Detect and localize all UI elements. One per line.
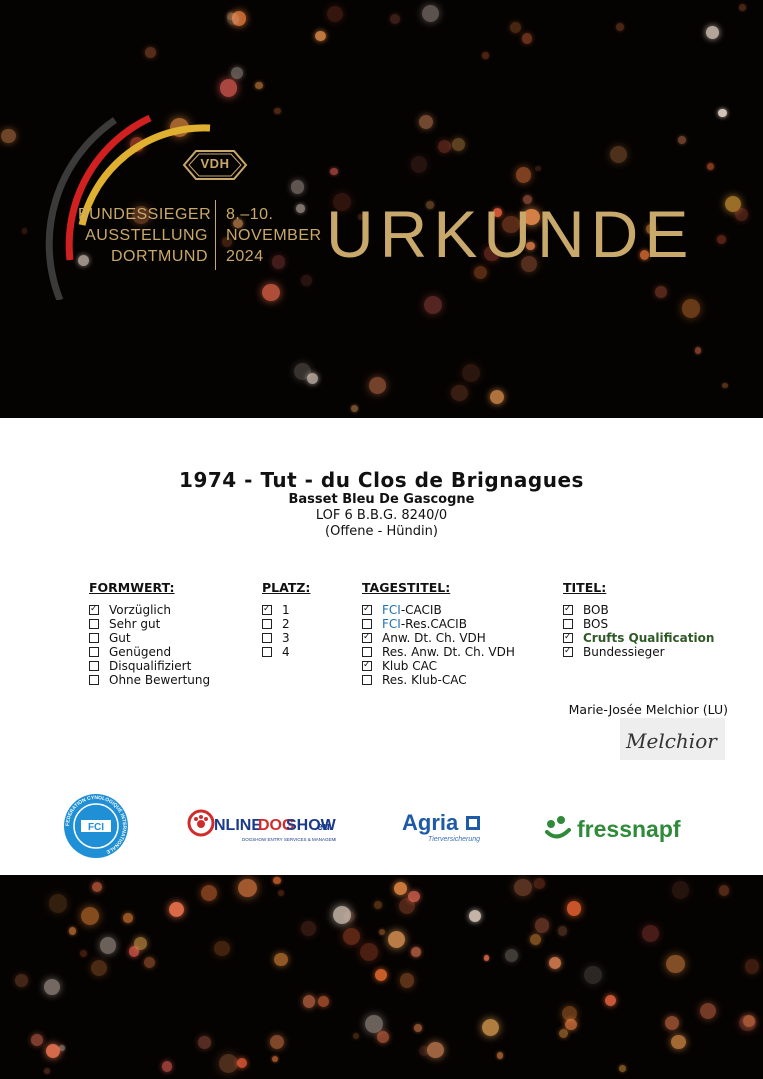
- bokeh-light: [706, 26, 719, 39]
- checked-checkbox: [563, 647, 573, 657]
- bokeh-light: [301, 921, 316, 936]
- class-label: (Offene - Hündin): [325, 524, 438, 539]
- fci-logo: [62, 792, 130, 864]
- bokeh-light: [408, 891, 419, 902]
- bokeh-light: [700, 1003, 716, 1019]
- bokeh-light: [707, 163, 714, 170]
- titel-section: [563, 580, 714, 659]
- bokeh-light: [490, 390, 504, 404]
- unchecked-checkbox: [89, 647, 99, 657]
- bokeh-light: [301, 275, 312, 286]
- bokeh-light: [719, 885, 729, 895]
- document-title: URKUNDE: [326, 197, 695, 271]
- item-label: Anw. Dt. Ch. VDH: [382, 631, 486, 645]
- checklist-item: [563, 645, 714, 659]
- checklist-item: [262, 617, 310, 631]
- item-label: Res. Klub-CAC: [382, 673, 467, 687]
- bokeh-light: [414, 1024, 422, 1032]
- bokeh-light: [144, 957, 155, 968]
- bokeh-light: [262, 284, 279, 301]
- platz-list: [262, 603, 310, 659]
- breed: Basset Bleu De Gascogne: [288, 492, 475, 507]
- item-label: Gut: [109, 631, 131, 645]
- bokeh-light: [469, 910, 481, 922]
- bokeh-light: [535, 918, 549, 932]
- bokeh-light: [274, 108, 280, 114]
- item-label: BOS: [583, 617, 609, 631]
- checklist-item: [89, 603, 210, 617]
- bokeh-light: [49, 894, 67, 912]
- checklist-item: [362, 603, 515, 617]
- header-divider: [215, 200, 216, 270]
- signature-text: Melchior: [626, 729, 717, 753]
- bokeh-light: [735, 208, 748, 221]
- fci-logo-text: FCI: [87, 822, 105, 833]
- item-label: Klub CAC: [382, 659, 437, 673]
- titel-list: [563, 603, 714, 659]
- bokeh-light: [238, 879, 257, 898]
- bokeh-light: [307, 373, 318, 384]
- checklist-item: [89, 673, 210, 687]
- bokeh-light: [678, 136, 686, 144]
- bokeh-light: [718, 109, 727, 118]
- bokeh-light: [422, 5, 439, 22]
- unchecked-checkbox: [362, 675, 372, 685]
- bokeh-light: [567, 901, 582, 916]
- logo-nline: NLINE: [214, 817, 262, 834]
- judge-name: Marie-Josée Melchior (LU): [568, 702, 728, 717]
- bokeh-light: [375, 969, 387, 981]
- bokeh-light: [562, 1006, 577, 1021]
- german-flag-arcs-logo: [40, 100, 240, 300]
- item-label: -CACIB: [400, 603, 442, 617]
- checklist-item: [563, 617, 714, 631]
- checklist-item: [362, 617, 515, 631]
- bokeh-light: [255, 82, 263, 90]
- bokeh-light: [365, 1015, 383, 1033]
- bokeh-light: [534, 878, 545, 889]
- bokeh-light: [237, 1058, 247, 1068]
- checked-checkbox: [362, 605, 372, 615]
- bokeh-light: [198, 1036, 211, 1049]
- bokeh-light: [671, 1035, 686, 1050]
- item-prefix: FCI: [382, 617, 401, 631]
- checklist-item: [563, 631, 714, 645]
- show-dates: [226, 204, 326, 267]
- item-label: Genügend: [109, 645, 172, 659]
- unchecked-checkbox: [89, 633, 99, 643]
- bokeh-light: [584, 966, 602, 984]
- bokeh-light: [522, 33, 532, 43]
- bokeh-light: [162, 1061, 172, 1071]
- bokeh-light: [745, 959, 760, 974]
- checklist-item: [362, 673, 515, 687]
- checklist-item: [89, 659, 210, 673]
- checklist-item: [362, 631, 515, 645]
- fressnapf-name: fressnapf: [577, 816, 681, 842]
- bokeh-light: [1, 129, 16, 144]
- bokeh-light: [353, 1033, 359, 1039]
- bokeh-light: [369, 377, 386, 394]
- bokeh-light: [743, 1015, 755, 1027]
- bokeh-light: [535, 166, 541, 172]
- checklist-item: [262, 603, 310, 617]
- bokeh-light: [682, 299, 701, 318]
- bokeh-light: [377, 1031, 389, 1043]
- checked-checkbox: [262, 605, 272, 615]
- bokeh-light: [739, 4, 746, 11]
- unchecked-checkbox: [89, 661, 99, 671]
- tagestitel-list: [362, 603, 515, 687]
- section-heading: TITEL:: [563, 580, 607, 595]
- logo-eu: .eu: [314, 821, 330, 833]
- bokeh-light: [655, 286, 667, 298]
- item-label: 3: [282, 631, 290, 645]
- vdh-badge-text: VDH: [200, 156, 230, 171]
- item-label: Sehr gut: [109, 617, 161, 631]
- item-label: 4: [282, 645, 290, 659]
- item-label: Ohne Bewertung: [109, 673, 211, 687]
- bokeh-light: [438, 140, 451, 153]
- checklist-item: [89, 645, 210, 659]
- bokeh-light: [81, 907, 100, 926]
- show-name: [78, 204, 212, 267]
- bokeh-light: [219, 1054, 238, 1073]
- date-line: 8.–10.: [226, 206, 274, 223]
- bokeh-light: [330, 168, 337, 175]
- bokeh-light: [123, 913, 132, 922]
- section-heading: PLATZ:: [262, 580, 311, 595]
- tagestitel-section: [362, 580, 515, 687]
- item-label: Crufts Qualification: [583, 631, 715, 645]
- bokeh-light: [145, 47, 156, 58]
- bokeh-light: [672, 881, 690, 899]
- bokeh-light: [91, 960, 107, 976]
- checklist-item: [563, 603, 714, 617]
- checked-checkbox: [362, 661, 372, 671]
- bokeh-light: [510, 22, 521, 33]
- show-name-line: BUNDESSIEGER: [78, 206, 212, 223]
- header-banner: [0, 0, 763, 418]
- checked-checkbox: [362, 633, 372, 643]
- item-label: BOB: [583, 603, 609, 617]
- bokeh-light: [642, 925, 659, 942]
- fci-ring-text: FEDERATION CYNOLOGIQUE INTERNATIONALE: [64, 794, 128, 855]
- bokeh-light: [374, 901, 382, 909]
- bokeh-light: [227, 13, 239, 25]
- logo-shows: SHOW: [286, 817, 336, 834]
- agria-name: Agria: [402, 810, 459, 835]
- logo-tagline: DOGSHOW ENTRY SERVICES & MANAGEMENT: [242, 837, 336, 842]
- item-label: Disqualifiziert: [109, 659, 192, 673]
- bokeh-light: [220, 79, 237, 96]
- bokeh-light: [22, 228, 27, 233]
- bokeh-light: [318, 996, 329, 1007]
- bokeh-light: [605, 995, 616, 1006]
- bokeh-light: [272, 1056, 278, 1062]
- bokeh-light: [530, 934, 541, 945]
- checklist-item: [362, 659, 515, 673]
- unchecked-checkbox: [89, 675, 99, 685]
- formwert-section: [89, 580, 210, 687]
- bokeh-light: [274, 953, 288, 967]
- checked-checkbox: [563, 605, 573, 615]
- bokeh-light: [610, 146, 627, 163]
- bokeh-light: [231, 67, 243, 79]
- bokeh-light: [80, 950, 87, 957]
- judge-signature: [620, 718, 725, 760]
- bokeh-light: [452, 138, 465, 151]
- bokeh-light: [722, 383, 728, 389]
- fressnapf-logo: [545, 812, 705, 850]
- bokeh-light: [400, 973, 415, 988]
- bokeh-light: [514, 879, 531, 896]
- item-label: Bundessieger: [583, 645, 665, 659]
- show-name-line: DORTMUND: [110, 248, 208, 265]
- bokeh-light: [482, 1019, 500, 1037]
- logo-dog: DOG: [258, 817, 295, 834]
- section-heading: TAGESTITEL:: [362, 580, 451, 595]
- footer-banner: [0, 875, 763, 1079]
- checklist-item: [89, 631, 210, 645]
- checked-checkbox: [89, 605, 99, 615]
- date-line: NOVEMBER: [226, 227, 322, 244]
- show-name-line: AUSSTELLUNG: [85, 227, 208, 244]
- bokeh-light: [559, 1029, 568, 1038]
- bokeh-light: [270, 1035, 284, 1049]
- dog-title: 1974 - Tut - du Clos de Brignagues: [179, 468, 584, 492]
- bokeh-light: [516, 167, 532, 183]
- agria-logo: [402, 808, 488, 852]
- bokeh-light: [411, 947, 421, 957]
- item-prefix: FCI: [382, 603, 401, 617]
- bokeh-light: [394, 882, 407, 895]
- bokeh-light: [360, 943, 378, 961]
- bokeh-light: [665, 1016, 679, 1030]
- checked-checkbox: [563, 633, 573, 643]
- bokeh-light: [214, 941, 229, 956]
- bokeh-light: [134, 937, 147, 950]
- bokeh-light: [497, 1052, 504, 1059]
- bokeh-light: [505, 949, 518, 962]
- bokeh-light: [201, 885, 217, 901]
- bokeh-light: [482, 52, 488, 58]
- item-label: Vorzüglich: [109, 603, 171, 617]
- bokeh-light: [291, 180, 304, 193]
- item-label: -Res.CACIB: [400, 617, 467, 631]
- bokeh-light: [169, 902, 184, 917]
- bokeh-light: [619, 1065, 626, 1072]
- bokeh-light: [666, 955, 685, 974]
- bokeh-light: [273, 877, 281, 885]
- section-heading: FORMWERT:: [89, 580, 175, 595]
- bokeh-light: [695, 347, 701, 353]
- bokeh-light: [100, 937, 116, 953]
- checklist-item: [362, 645, 515, 659]
- bokeh-light: [484, 955, 489, 960]
- bokeh-light: [278, 890, 284, 896]
- bokeh-light: [315, 31, 325, 41]
- unchecked-checkbox: [262, 619, 272, 629]
- bokeh-light: [31, 1034, 43, 1046]
- checklist-item: [262, 645, 310, 659]
- bokeh-light: [379, 929, 385, 935]
- unchecked-checkbox: [262, 647, 272, 657]
- bokeh-light: [46, 1044, 61, 1059]
- bokeh-light: [15, 974, 28, 987]
- unchecked-checkbox: [563, 619, 573, 629]
- bokeh-light: [388, 931, 405, 948]
- bokeh-light: [549, 957, 561, 969]
- bokeh-light: [333, 906, 351, 924]
- checklist-item: [89, 617, 210, 631]
- bokeh-light: [351, 405, 358, 412]
- bokeh-light: [462, 364, 480, 382]
- item-label: Res. Anw. Dt. Ch. VDH: [382, 645, 515, 659]
- bokeh-light: [717, 235, 726, 244]
- bokeh-light: [427, 1042, 443, 1058]
- unchecked-checkbox: [262, 633, 272, 643]
- bokeh-light: [327, 6, 343, 22]
- item-label: 1: [282, 603, 290, 617]
- bokeh-light: [69, 927, 77, 935]
- date-line: 2024: [226, 248, 264, 265]
- item-label: 2: [282, 617, 290, 631]
- bokeh-light: [451, 385, 467, 401]
- bokeh-light: [390, 14, 400, 24]
- agria-sub: Tierversicherung: [428, 836, 481, 843]
- registration-number: LOF 6 B.B.G. 8240/0: [315, 508, 448, 523]
- bokeh-light: [411, 156, 428, 173]
- bokeh-light: [44, 1068, 50, 1074]
- bokeh-light: [616, 23, 624, 31]
- bokeh-light: [558, 926, 568, 936]
- checklist-item: [262, 631, 310, 645]
- bokeh-light: [343, 928, 360, 945]
- platz-section: [262, 580, 310, 659]
- bokeh-light: [424, 296, 442, 314]
- unchecked-checkbox: [89, 619, 99, 629]
- onlinedogshows-logo: [186, 808, 336, 850]
- vdh-logo: [180, 148, 250, 182]
- unchecked-checkbox: [362, 647, 372, 657]
- unchecked-checkbox: [362, 619, 372, 629]
- bokeh-light: [419, 115, 433, 129]
- bokeh-light: [303, 995, 315, 1007]
- bokeh-light: [44, 979, 60, 995]
- bokeh-light: [92, 882, 102, 892]
- formwert-list: [89, 603, 210, 687]
